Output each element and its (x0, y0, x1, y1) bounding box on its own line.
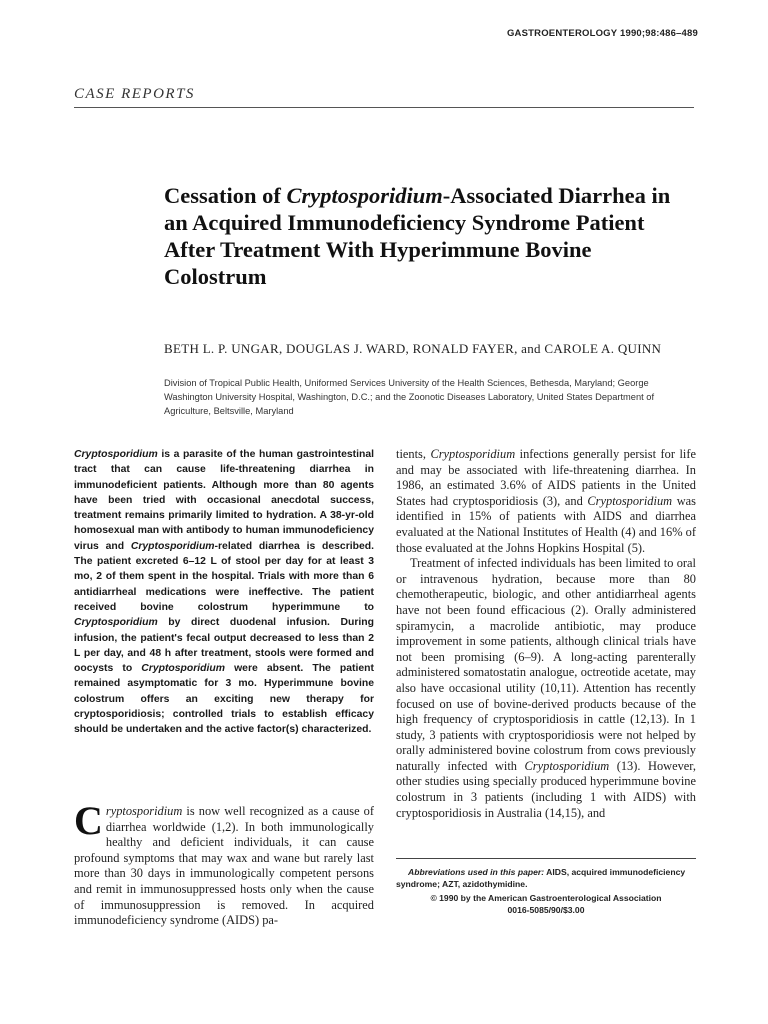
footnote-rule (396, 858, 696, 859)
title-organism: Cryptosporidium (286, 183, 443, 208)
abstract-text: is a parasite of the human gastrointestinal tract that can cause life-threatening diarrhea in immunodeficient patients. Although more than 80 agents have been tried with occasional anecdotal success, treatment remains primarily limited to hydration. A 38-yr-old homosexual man with antibody to human immunodeficiency virus and (74, 449, 374, 552)
body-text: Treatment of infected individuals has been limited to oral or intravenous hydration, because more than 80 chemotherapeutic, biologic, and other antidiarrheal agents have not been found efficacious (2). Orally administered spiramycin, a macrolide antibiotic, may produce improvement in some patients, although clinical trials have not been promising (6–9). A long-acting parenterally administered somatostatin analogue, octreotide acetate, may also have occasional utility (10,11). Attention has recently focused on use of bovine-derived products because of the high frequency of cryptosporidiosis in cattle (12,13). In 1 study, 3 patients with cryptosporidiosis were not helped by orally administered bovine colostrum from cows previously naturally infected with (396, 556, 696, 773)
title-text-rest: -Associated Diarrhea in an Acquired Immunodeficiency Syndrome Patient After Treatment With Hyperimmune Bovine Colostrum (164, 183, 671, 289)
abstract (74, 447, 374, 738)
article-code: 0016-5085/90/$3.00 (507, 905, 585, 915)
section-rule (74, 107, 694, 108)
abbreviations-note (396, 866, 696, 890)
body-organism: Cryptosporidium (587, 493, 673, 508)
body-text: (13). However, other studies using specially produced hyperimmune bovine colostrum in 3 patients (including 1 with AIDS) with cryptosporidiosis in Australia (14,15), and (396, 758, 697, 820)
title-text: Cessation of (164, 183, 287, 208)
body-text: infections generally persist for life and may be associated with life-threatening diarrhea. In 1986, an estimated 3.6% of AIDS patients in the United States had cryptosporidiosis (3), and (396, 447, 696, 508)
intro-paragraph (74, 798, 374, 929)
footnote (396, 866, 696, 916)
body-paragraph (396, 556, 696, 821)
right-column (396, 447, 696, 821)
author-list: BETH L. P. UNGAR, DOUGLAS J. WARD, RONALD FAYER, and CAROLE A. QUINN (164, 341, 662, 356)
copyright-line: © 1990 by the American Gastroenterological Association (430, 893, 662, 903)
abstract-text: by direct duodenal infusion. During infusion, the patient's fecal output decreased to less than 2 L per day, and 48 h after treatment, stools were formed and oocysts to (74, 617, 374, 675)
body-text: tients, (396, 447, 431, 461)
article-title (164, 182, 684, 290)
body-paragraph (396, 447, 696, 556)
abstract-text: were absent. The patient remained asymptomatic for 3 mo. Hyperimmune bovine colostrum offers an exciting new therapy for cryptosporidiosis; controlled trials to establish efficacy should be undertaken and the active factor(s) characterized. (74, 663, 374, 736)
abbreviations-label: Abbreviations used in this paper: (408, 867, 545, 877)
abstract-text: -related diarrhea is described. The patient excreted 6–12 L of stool per day for at least 3 mo, 2 of them spent in the hospital. Trials with more than 6 antidiarrheal medications were ineffective. The patient received bovine colostrum hyperimmune to (74, 540, 374, 613)
intro-organism: ryptosporidium (105, 804, 183, 818)
body-text: was identified in 15% of patients with AIDS and diarrhea evaluated at the National Institutes of Health (4) and 16% of those evaluated at the Johns Hopkins Hospital (5). (396, 493, 696, 555)
abstract-organism: Cryptosporidium (74, 449, 158, 460)
drop-cap: C (74, 798, 103, 843)
affiliation: Division of Tropical Public Health, Uniformed Services University of the Health Sciences, Bethesda, Maryland; George Washington University Hospital, Washington, D.C.; and the Zoonotic Diseases Laboratory, United States Department of Agriculture, Beltsville, Maryland (164, 378, 655, 416)
body-organism: Cryptosporidium (430, 447, 516, 461)
body-organism: Cryptosporidium (524, 758, 610, 773)
abstract-organism: Cryptosporidium (130, 540, 215, 552)
abstract-organism: Cryptosporidium (74, 617, 158, 629)
section-label: CASE REPORTS (74, 86, 195, 102)
journal-citation: GASTROENTEROLOGY 1990;98:486–489 (506, 28, 698, 39)
abstract-organism: Cryptosporidium (141, 663, 225, 675)
abbreviations-text: AIDS, acquired immunodeficiency syndrome; AZT, azidothymidine. (396, 867, 686, 889)
intro-text: is now well recognized as a cause of diarrhea worldwide (1,2). In both immunologically healthy and deficient individuals, it can cause profound symptoms that may wax and wane but rarely last more than 30 days in immunologically competent persons and remit in immunosuppressed hosts only when the cause of immunosuppression is removed. In acquired immunodeficiency syndrome (AIDS) pa- (74, 804, 374, 928)
